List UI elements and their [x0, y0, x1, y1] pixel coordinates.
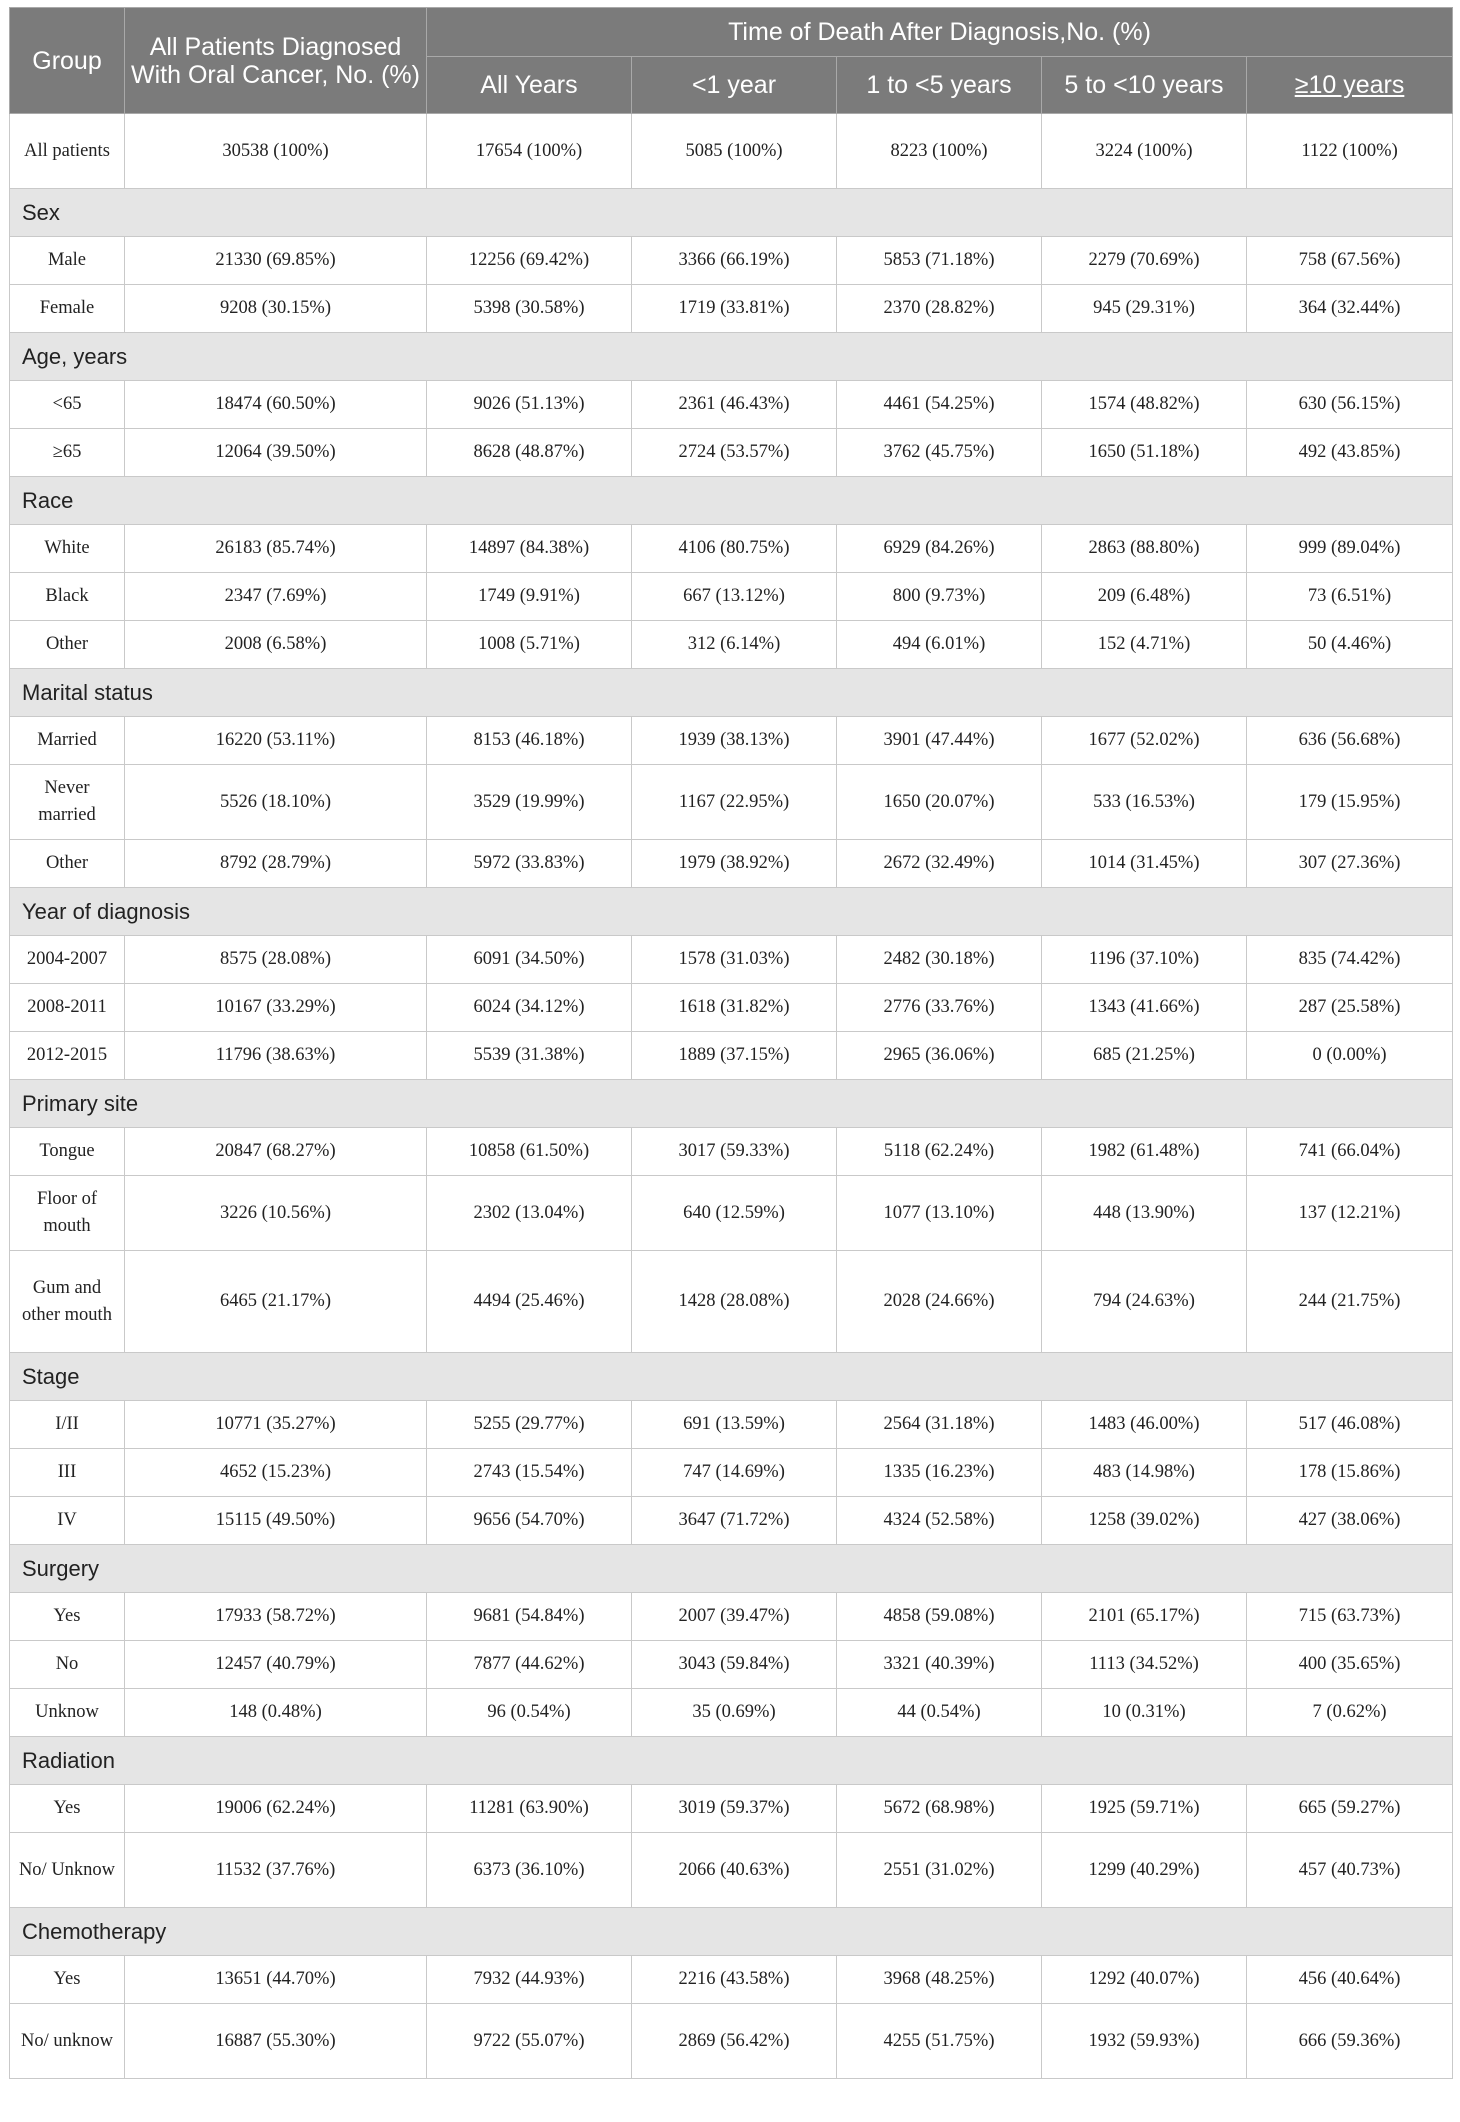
table-cell: 4324 (52.58%) — [837, 1497, 1042, 1545]
table-cell: 12064 (39.50%) — [125, 429, 427, 477]
table-cell: 5853 (71.18%) — [837, 237, 1042, 285]
table-cell: 8575 (28.08%) — [125, 936, 427, 984]
table-cell: 178 (15.86%) — [1247, 1449, 1453, 1497]
section-label: Stage — [10, 1353, 1453, 1401]
table-cell: 517 (46.08%) — [1247, 1401, 1453, 1449]
table-row — [10, 1497, 1453, 1545]
table-cell: 5085 (100%) — [632, 114, 837, 189]
section-label: Year of diagnosis — [10, 888, 1453, 936]
table-cell: 9722 (55.07%) — [427, 2004, 632, 2079]
row-label: Other — [10, 621, 125, 669]
section-row — [10, 1908, 1453, 1956]
table-row — [10, 1641, 1453, 1689]
table-cell: 999 (89.04%) — [1247, 525, 1453, 573]
row-label: Female — [10, 285, 125, 333]
table-cell: 1008 (5.71%) — [427, 621, 632, 669]
table-cell: 1650 (51.18%) — [1042, 429, 1247, 477]
table-cell: 1925 (59.71%) — [1042, 1785, 1247, 1833]
table-container — [9, 7, 1452, 2079]
table-cell: 665 (59.27%) — [1247, 1785, 1453, 1833]
row-label: Never married — [10, 765, 125, 840]
table-row — [10, 621, 1453, 669]
table-cell: 11532 (37.76%) — [125, 1833, 427, 1908]
row-label: I/II — [10, 1401, 125, 1449]
row-label: White — [10, 525, 125, 573]
table-cell: 14897 (84.38%) — [427, 525, 632, 573]
table-cell: 1889 (37.15%) — [632, 1032, 837, 1080]
table-cell: 0 (0.00%) — [1247, 1032, 1453, 1080]
table-cell: 26183 (85.74%) — [125, 525, 427, 573]
table-cell: 2869 (56.42%) — [632, 2004, 837, 2079]
header-lt-1-year: <1 year — [632, 57, 837, 114]
table-cell: 630 (56.15%) — [1247, 381, 1453, 429]
table-cell: 8153 (46.18%) — [427, 717, 632, 765]
row-label: Tongue — [10, 1128, 125, 1176]
row-label: ≥65 — [10, 429, 125, 477]
table-cell: 8628 (48.87%) — [427, 429, 632, 477]
table-cell: 2863 (88.80%) — [1042, 525, 1247, 573]
table-cell: 1299 (40.29%) — [1042, 1833, 1247, 1908]
section-label: Chemotherapy — [10, 1908, 1453, 1956]
section-label: Marital status — [10, 669, 1453, 717]
table-cell: 13651 (44.70%) — [125, 1956, 427, 2004]
table-cell: 2101 (65.17%) — [1042, 1593, 1247, 1641]
row-label: Gum and other mouth — [10, 1251, 125, 1353]
table-cell: 19006 (62.24%) — [125, 1785, 427, 1833]
table-cell: 2672 (32.49%) — [837, 840, 1042, 888]
table-cell: 50 (4.46%) — [1247, 621, 1453, 669]
section-row — [10, 333, 1453, 381]
table-cell: 12256 (69.42%) — [427, 237, 632, 285]
table-cell: 1077 (13.10%) — [837, 1176, 1042, 1251]
table-cell: 2965 (36.06%) — [837, 1032, 1042, 1080]
table-cell: 10858 (61.50%) — [427, 1128, 632, 1176]
table-cell: 636 (56.68%) — [1247, 717, 1453, 765]
table-cell: 747 (14.69%) — [632, 1449, 837, 1497]
header-gte-10-years: ≥10 years — [1247, 57, 1453, 114]
table-cell: 5672 (68.98%) — [837, 1785, 1042, 1833]
table-cell: 1292 (40.07%) — [1042, 1956, 1247, 2004]
section-label: Sex — [10, 189, 1453, 237]
table-row — [10, 1251, 1453, 1353]
row-label: 2008-2011 — [10, 984, 125, 1032]
table-row — [10, 2004, 1453, 2079]
table-row — [10, 573, 1453, 621]
table-cell: 7932 (44.93%) — [427, 1956, 632, 2004]
table-cell: 1343 (41.66%) — [1042, 984, 1247, 1032]
table-cell: 12457 (40.79%) — [125, 1641, 427, 1689]
table-cell: 8792 (28.79%) — [125, 840, 427, 888]
table-cell: 533 (16.53%) — [1042, 765, 1247, 840]
table-cell: 10771 (35.27%) — [125, 1401, 427, 1449]
table-cell: 5972 (33.83%) — [427, 840, 632, 888]
table-row — [10, 1785, 1453, 1833]
table-cell: 3019 (59.37%) — [632, 1785, 837, 1833]
table-cell: 3226 (10.56%) — [125, 1176, 427, 1251]
table-cell: 73 (6.51%) — [1247, 573, 1453, 621]
table-cell: 18474 (60.50%) — [125, 381, 427, 429]
table-cell: 1932 (59.93%) — [1042, 2004, 1247, 2079]
table-cell: 1719 (33.81%) — [632, 285, 837, 333]
table-cell: 400 (35.65%) — [1247, 1641, 1453, 1689]
table-cell: 16220 (53.11%) — [125, 717, 427, 765]
table-cell: 1939 (38.13%) — [632, 717, 837, 765]
section-label: Primary site — [10, 1080, 1453, 1128]
table-cell: 152 (4.71%) — [1042, 621, 1247, 669]
table-cell: 1428 (28.08%) — [632, 1251, 837, 1353]
table-cell: 3017 (59.33%) — [632, 1128, 837, 1176]
table-cell: 20847 (68.27%) — [125, 1128, 427, 1176]
table-cell: 2007 (39.47%) — [632, 1593, 837, 1641]
section-row — [10, 888, 1453, 936]
row-label: 2004-2007 — [10, 936, 125, 984]
table-cell: 3366 (66.19%) — [632, 237, 837, 285]
section-label: Surgery — [10, 1545, 1453, 1593]
table-cell: 11796 (38.63%) — [125, 1032, 427, 1080]
table-cell: 494 (6.01%) — [837, 621, 1042, 669]
row-label: Unknow — [10, 1689, 125, 1737]
table-cell: 758 (67.56%) — [1247, 237, 1453, 285]
section-label: Race — [10, 477, 1453, 525]
section-row — [10, 189, 1453, 237]
table-cell: 287 (25.58%) — [1247, 984, 1453, 1032]
table-cell: 10 (0.31%) — [1042, 1689, 1247, 1737]
table-cell: 800 (9.73%) — [837, 573, 1042, 621]
table-cell: 148 (0.48%) — [125, 1689, 427, 1737]
table-cell: 1258 (39.02%) — [1042, 1497, 1247, 1545]
header-all-patients: All Patients Diagnosed With Oral Cancer, No. (%) — [125, 8, 427, 114]
table-cell: 483 (14.98%) — [1042, 1449, 1247, 1497]
row-label: 2012-2015 — [10, 1032, 125, 1080]
table-cell: 3968 (48.25%) — [837, 1956, 1042, 2004]
row-label: Yes — [10, 1785, 125, 1833]
table-cell: 11281 (63.90%) — [427, 1785, 632, 1833]
table-row — [10, 1128, 1453, 1176]
section-row — [10, 1080, 1453, 1128]
table-cell: 6024 (34.12%) — [427, 984, 632, 1032]
table-cell: 16887 (55.30%) — [125, 2004, 427, 2079]
row-label: Other — [10, 840, 125, 888]
table-cell: 5398 (30.58%) — [427, 285, 632, 333]
table-cell: 2482 (30.18%) — [837, 936, 1042, 984]
header-1-to-5-years: 1 to <5 years — [837, 57, 1042, 114]
table-cell: 5526 (18.10%) — [125, 765, 427, 840]
table-cell: 2302 (13.04%) — [427, 1176, 632, 1251]
table-cell: 1196 (37.10%) — [1042, 936, 1247, 984]
section-label: Age, years — [10, 333, 1453, 381]
table-cell: 1483 (46.00%) — [1042, 1401, 1247, 1449]
table-cell: 1574 (48.82%) — [1042, 381, 1247, 429]
table-cell: 1979 (38.92%) — [632, 840, 837, 888]
table-cell: 35 (0.69%) — [632, 1689, 837, 1737]
table-cell: 244 (21.75%) — [1247, 1251, 1453, 1353]
table-cell: 2370 (28.82%) — [837, 285, 1042, 333]
table-cell: 685 (21.25%) — [1042, 1032, 1247, 1080]
table-cell: 21330 (69.85%) — [125, 237, 427, 285]
row-label: Yes — [10, 1956, 125, 2004]
table-cell: 1167 (22.95%) — [632, 765, 837, 840]
table-cell: 2564 (31.18%) — [837, 1401, 1042, 1449]
table-cell: 6465 (21.17%) — [125, 1251, 427, 1353]
table-row — [10, 1449, 1453, 1497]
table-cell: 492 (43.85%) — [1247, 429, 1453, 477]
table-cell: 2028 (24.66%) — [837, 1251, 1042, 1353]
table-cell: 2743 (15.54%) — [427, 1449, 632, 1497]
table-cell: 2008 (6.58%) — [125, 621, 427, 669]
row-label: Male — [10, 237, 125, 285]
table-cell: 691 (13.59%) — [632, 1401, 837, 1449]
table-cell: 4106 (80.75%) — [632, 525, 837, 573]
table-cell: 1335 (16.23%) — [837, 1449, 1042, 1497]
table-cell: 4461 (54.25%) — [837, 381, 1042, 429]
table-cell: 3224 (100%) — [1042, 114, 1247, 189]
table-cell: 17654 (100%) — [427, 114, 632, 189]
table-row — [10, 285, 1453, 333]
table-cell: 312 (6.14%) — [632, 621, 837, 669]
table-cell: 3647 (71.72%) — [632, 1497, 837, 1545]
table-row — [10, 525, 1453, 573]
table-row — [10, 840, 1453, 888]
table-cell: 44 (0.54%) — [837, 1689, 1042, 1737]
table-cell: 1122 (100%) — [1247, 114, 1453, 189]
table-cell: 4255 (51.75%) — [837, 2004, 1042, 2079]
table-body — [10, 114, 1453, 2079]
table-cell: 307 (27.36%) — [1247, 840, 1453, 888]
row-label: IV — [10, 1497, 125, 1545]
section-row — [10, 1737, 1453, 1785]
table-cell: 6091 (34.50%) — [427, 936, 632, 984]
header-5-to-10-years: 5 to <10 years — [1042, 57, 1247, 114]
table-cell: 1113 (34.52%) — [1042, 1641, 1247, 1689]
table-cell: 1749 (9.91%) — [427, 573, 632, 621]
table-cell: 3529 (19.99%) — [427, 765, 632, 840]
table-cell: 1014 (31.45%) — [1042, 840, 1247, 888]
table-cell: 10167 (33.29%) — [125, 984, 427, 1032]
table-row — [10, 984, 1453, 1032]
table-cell: 15115 (49.50%) — [125, 1497, 427, 1545]
table-cell: 5255 (29.77%) — [427, 1401, 632, 1449]
table-cell: 666 (59.36%) — [1247, 2004, 1453, 2079]
table-cell: 1618 (31.82%) — [632, 984, 837, 1032]
table-cell: 7 (0.62%) — [1247, 1689, 1453, 1737]
table-cell: 715 (63.73%) — [1247, 1593, 1453, 1641]
table-cell: 2724 (53.57%) — [632, 429, 837, 477]
section-label: Radiation — [10, 1737, 1453, 1785]
table-cell: 137 (12.21%) — [1247, 1176, 1453, 1251]
table-cell: 8223 (100%) — [837, 114, 1042, 189]
row-label: No — [10, 1641, 125, 1689]
table-cell: 794 (24.63%) — [1042, 1251, 1247, 1353]
table-row — [10, 429, 1453, 477]
table-row — [10, 1032, 1453, 1080]
table-cell: 4858 (59.08%) — [837, 1593, 1042, 1641]
table-cell: 2066 (40.63%) — [632, 1833, 837, 1908]
row-label: Married — [10, 717, 125, 765]
section-row — [10, 1353, 1453, 1401]
table-row — [10, 1956, 1453, 2004]
table-cell: 3762 (45.75%) — [837, 429, 1042, 477]
row-label: Black — [10, 573, 125, 621]
table-cell: 3901 (47.44%) — [837, 717, 1042, 765]
row-label: Yes — [10, 1593, 125, 1641]
table-row — [10, 114, 1453, 189]
row-label: III — [10, 1449, 125, 1497]
table-row — [10, 1176, 1453, 1251]
table-row — [10, 936, 1453, 984]
table-cell: 9656 (54.70%) — [427, 1497, 632, 1545]
row-label: Floor of mouth — [10, 1176, 125, 1251]
header-time-of-death: Time of Death After Diagnosis,No. (%) — [427, 8, 1453, 57]
table-cell: 1677 (52.02%) — [1042, 717, 1247, 765]
table-row — [10, 765, 1453, 840]
table-cell: 457 (40.73%) — [1247, 1833, 1453, 1908]
table-cell: 9681 (54.84%) — [427, 1593, 632, 1641]
table-cell: 3321 (40.39%) — [837, 1641, 1042, 1689]
table-cell: 7877 (44.62%) — [427, 1641, 632, 1689]
table-cell: 2361 (46.43%) — [632, 381, 837, 429]
table-row — [10, 1689, 1453, 1737]
row-label: No/ Unknow — [10, 1833, 125, 1908]
table-cell: 456 (40.64%) — [1247, 1956, 1453, 2004]
table-row — [10, 717, 1453, 765]
table-cell: 5118 (62.24%) — [837, 1128, 1042, 1176]
table-cell: 945 (29.31%) — [1042, 285, 1247, 333]
table-cell: 2551 (31.02%) — [837, 1833, 1042, 1908]
oral-cancer-death-table — [9, 7, 1453, 2079]
table-cell: 640 (12.59%) — [632, 1176, 837, 1251]
table-cell: 364 (32.44%) — [1247, 285, 1453, 333]
header-all-years: All Years — [427, 57, 632, 114]
table-cell: 741 (66.04%) — [1247, 1128, 1453, 1176]
table-cell: 4494 (25.46%) — [427, 1251, 632, 1353]
table-cell: 30538 (100%) — [125, 114, 427, 189]
table-cell: 2347 (7.69%) — [125, 573, 427, 621]
table-row — [10, 237, 1453, 285]
section-row — [10, 669, 1453, 717]
table-cell: 6929 (84.26%) — [837, 525, 1042, 573]
table-cell: 1982 (61.48%) — [1042, 1128, 1247, 1176]
table-cell: 6373 (36.10%) — [427, 1833, 632, 1908]
table-cell: 179 (15.95%) — [1247, 765, 1453, 840]
table-cell: 2216 (43.58%) — [632, 1956, 837, 2004]
table-cell: 1650 (20.07%) — [837, 765, 1042, 840]
table-cell: 667 (13.12%) — [632, 573, 837, 621]
table-cell: 3043 (59.84%) — [632, 1641, 837, 1689]
section-row — [10, 1545, 1453, 1593]
table-row — [10, 1833, 1453, 1908]
table-cell: 17933 (58.72%) — [125, 1593, 427, 1641]
table-header — [10, 8, 1453, 114]
table-cell: 4652 (15.23%) — [125, 1449, 427, 1497]
table-row — [10, 1401, 1453, 1449]
table-cell: 448 (13.90%) — [1042, 1176, 1247, 1251]
table-cell: 2279 (70.69%) — [1042, 237, 1247, 285]
table-cell: 209 (6.48%) — [1042, 573, 1247, 621]
table-cell: 835 (74.42%) — [1247, 936, 1453, 984]
table-cell: 427 (38.06%) — [1247, 1497, 1453, 1545]
row-label: All patients — [10, 114, 125, 189]
table-row — [10, 1593, 1453, 1641]
table-row — [10, 381, 1453, 429]
table-cell: 1578 (31.03%) — [632, 936, 837, 984]
section-row — [10, 477, 1453, 525]
table-cell: 9208 (30.15%) — [125, 285, 427, 333]
row-label: <65 — [10, 381, 125, 429]
header-group: Group — [10, 8, 125, 114]
table-cell: 5539 (31.38%) — [427, 1032, 632, 1080]
row-label: No/ unknow — [10, 2004, 125, 2079]
table-cell: 9026 (51.13%) — [427, 381, 632, 429]
table-cell: 2776 (33.76%) — [837, 984, 1042, 1032]
table-cell: 96 (0.54%) — [427, 1689, 632, 1737]
